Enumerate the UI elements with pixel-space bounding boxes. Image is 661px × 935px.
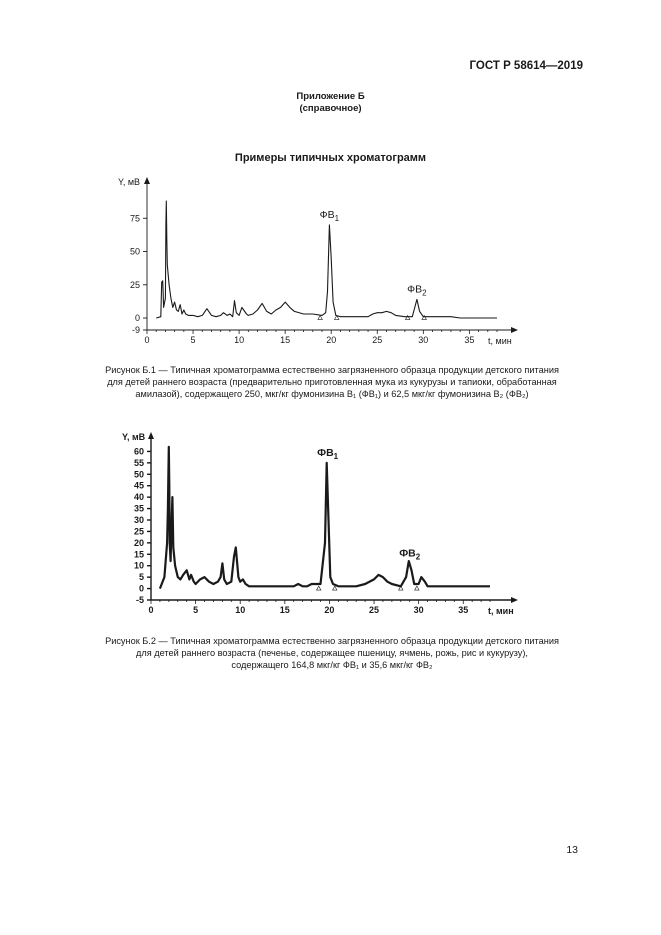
x-tick-label: 0: [144, 335, 150, 345]
x-tick-label: 10: [235, 605, 246, 615]
caption-line: амилазой), содержащего 250, мкг/кг фумонизина В₁ (ФВ₁) и 62,5 мкг/кг фумонизина В₂ (ФВ₂): [135, 389, 529, 399]
page-number: 13: [566, 844, 578, 856]
x-tick-label: 20: [324, 605, 335, 615]
y-tick-label: 50: [129, 246, 140, 257]
x-axis-title: t, мин: [488, 606, 514, 616]
caption-line: для детей раннего возраста (предварительно приготовленная мука из кукурузы и тапиоки, обработанная: [107, 377, 557, 387]
y-tick-label: 55: [133, 457, 144, 468]
y-tick-label: 5: [138, 572, 144, 583]
chart-1: [118, 177, 518, 346]
y-tick-label: 15: [133, 549, 144, 560]
y-tick-label: -9: [131, 325, 140, 335]
peak-label: $ФВ_2$: [399, 547, 421, 562]
y-tick-label: 0: [134, 313, 140, 324]
peak-marker: [318, 316, 322, 320]
x-tick-label: 15: [279, 605, 290, 615]
x-tick-label: 20: [326, 335, 337, 345]
caption-line: Рисунок Б.2 — Типичная хроматограмма естественно загрязненного образца продукции детского питания: [105, 636, 559, 646]
y-tick-label: 50: [133, 469, 144, 480]
caption-line: содержащего 164,8 мкг/кг ФВ₁ и 35,6 мкг/кг ФВ₂: [231, 660, 433, 670]
chromatogram-trace: [160, 447, 490, 589]
y-axis-title: Y, мВ: [122, 432, 146, 442]
x-axis-arrow: [511, 597, 518, 603]
peak-marker: [333, 586, 337, 590]
peak-marker: [415, 586, 419, 590]
y-tick-label: 10: [133, 560, 144, 571]
x-tick-label: 5: [190, 335, 196, 345]
y-axis-arrow: [144, 177, 150, 184]
x-tick-label: 30: [418, 335, 429, 345]
annex-status: (справочное): [299, 103, 362, 114]
y-axis-arrow: [148, 432, 154, 439]
y-tick-label: 30: [133, 515, 144, 525]
y-tick-label: -5: [135, 595, 144, 605]
x-tick-label: 10: [234, 335, 245, 345]
y-tick-label: 75: [129, 213, 140, 224]
x-tick-label: 25: [372, 335, 383, 345]
y-tick-label: 40: [133, 492, 144, 503]
y-tick-label: 45: [133, 480, 144, 491]
y-tick-label: 35: [133, 503, 144, 514]
y-tick-label: 60: [133, 446, 144, 457]
y-tick-label: 25: [133, 526, 144, 537]
figure-2-caption: [62, 635, 602, 671]
caption-line: Рисунок Б.1 — Типичная хроматограмма естественно загрязненного образца продукции детского питания: [105, 365, 559, 375]
x-tick-label: 25: [369, 605, 380, 615]
x-tick-label: 5: [193, 605, 199, 615]
peak-marker: [405, 316, 409, 320]
peak-label: $ФВ_2$: [407, 283, 427, 298]
x-axis-title: t, мин: [488, 336, 512, 346]
peak-marker: [317, 586, 321, 590]
caption-line: для детей раннего возраста (печенье, содержащее пшеницу, ячмень, рожь, рис и кукурузу),: [136, 648, 528, 658]
peak-label: $ФВ_1$: [319, 208, 340, 223]
x-tick-label: 30: [413, 605, 424, 615]
x-axis-arrow: [511, 327, 518, 333]
x-tick-label: 15: [280, 335, 291, 345]
y-tick-label: 25: [129, 279, 140, 290]
figure-1-caption: [62, 364, 602, 400]
chart-2: [122, 432, 518, 616]
peak-label: $ФВ_1$: [317, 446, 339, 461]
x-tick-label: 35: [464, 335, 475, 345]
annex-title: Приложение Б: [296, 91, 365, 102]
y-tick-label: 0: [138, 583, 144, 594]
section-title: Примеры типичных хроматограмм: [234, 152, 427, 164]
standard-number: ГОСТ Р 58614—2019: [469, 60, 583, 72]
x-tick-label: 0: [148, 605, 154, 615]
y-tick-label: 20: [133, 537, 144, 548]
y-axis-title: Y, мВ: [118, 177, 141, 187]
x-tick-label: 35: [458, 605, 469, 615]
